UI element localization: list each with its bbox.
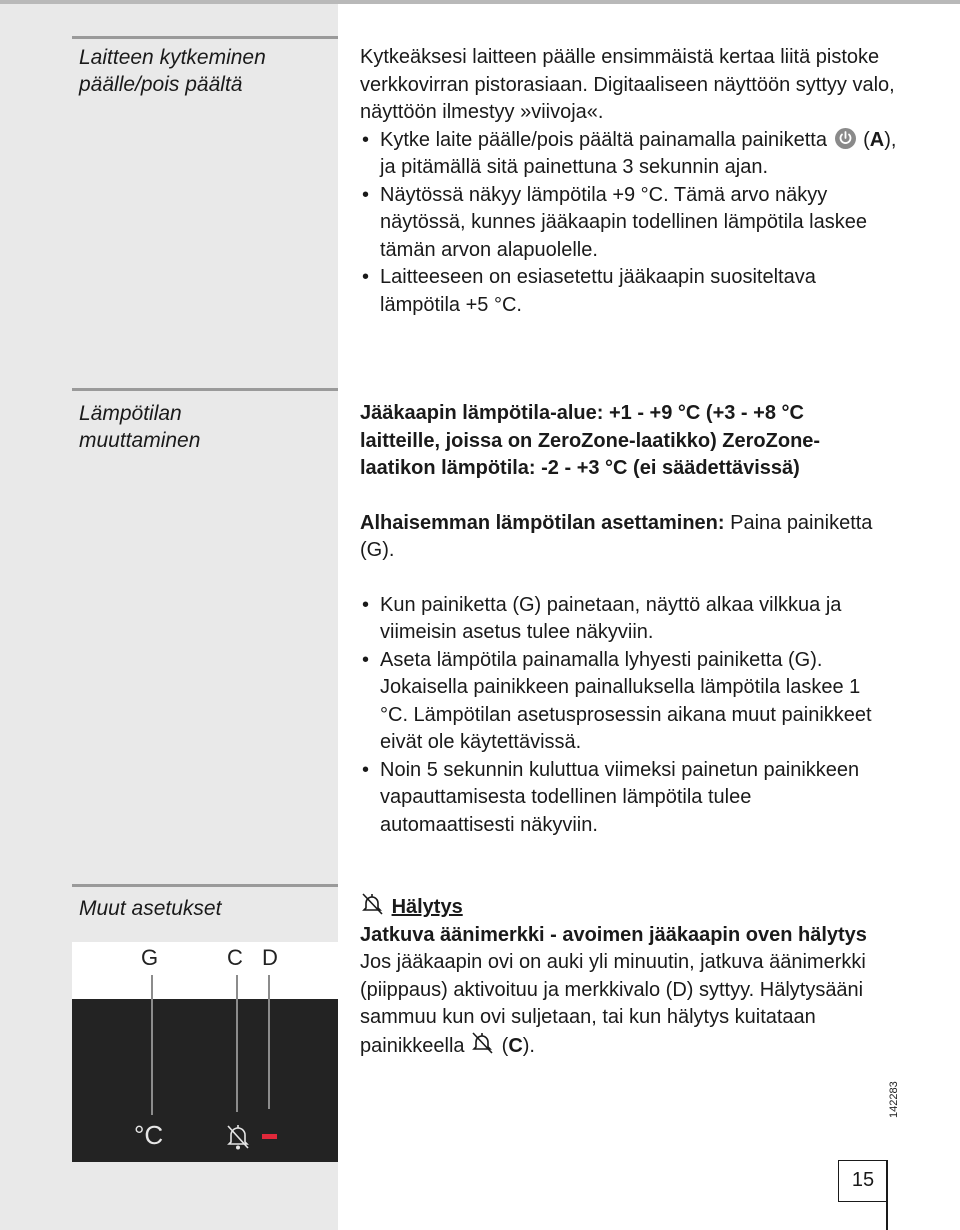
list-item: • Näytössä näkyy lämpötila +9 °C. Tämä arvo näkyy näytössä, kunnes jääkaapin todellinen lämpötila laskee tämän arvon alapuolelle. [360, 182, 900, 265]
power-intro: Kytkeäksesi laitteen päälle ensimmäistä kertaa liitä pistoke verkkovirran pistorasiaan. Digitaaliseen näyttöön syttyy valo, näyttöön ilmestyy »viivoja«. [360, 46, 895, 123]
list-item: • Kun painiketta (G) painetaan, näyttö alkaa vilkkua ja viimeisin asetus tulee näkyviin. [360, 592, 880, 647]
list-item: • Laitteeseen on esiasetettu jääkaapin suositeltava lämpötila +5 °C. [360, 264, 900, 319]
alarm-off-icon [470, 1032, 496, 1054]
section-divider [72, 884, 338, 887]
paren-open: ( [863, 128, 870, 151]
list-item [360, 127, 900, 182]
lower-temp-instruction [360, 510, 880, 565]
section-temperature-content [360, 400, 880, 839]
paren-open: ( [501, 1034, 509, 1057]
alarm-text: Jos jääkaapin ovi on auki yli minuutin, jatkuva äänimerkki (piippaus) aktivoituu ja merkkivalo (D) syttyy. Hälytysääni sammuu kun ovi suljetaan, tai kun hälytys kuitataan painikkeella [360, 951, 866, 1057]
alarm-subtitle: Jatkuva äänimerkki - avoimen jääkaapin oven hälytys [360, 923, 867, 946]
alarm-off-icon [360, 893, 386, 915]
temperature-bullets [360, 592, 880, 840]
alarm-title: Hälytys [391, 896, 463, 918]
panel-label-g: G [141, 945, 159, 970]
list-item: • Noin 5 sekunnin kuluttua viimeksi painetun painikkeen vapauttamisesta todellinen lämpötila tulee automaattisesti näkyviin. [360, 757, 880, 840]
key-a: A [869, 128, 885, 151]
page-number: 15 [838, 1160, 888, 1202]
alarm-description [360, 949, 880, 1060]
alarm-off-button-icon[interactable] [225, 1122, 251, 1152]
label-line: päälle/pois päältä [79, 73, 243, 96]
list-item: • Aseta lämpötila painamalla lyhyesti painiketta (G). Jokaisella painikkeen painalluksella lämpötila laskee 1 °C. Lämpötilan asetusprosessin aikana muut painikkeet eivät ole käytettävissä. [360, 647, 880, 757]
leader-line-d [268, 975, 270, 1109]
key-c: C [508, 1034, 523, 1057]
section-power-content [360, 44, 900, 319]
label-line: Lämpötilan [79, 402, 182, 425]
panel-label-d: D [262, 945, 278, 970]
bullet-text: ), ja pitämällä sitä painettuna 3 sekunnin ajan. [380, 128, 897, 178]
label-line: Laitteen kytkeminen [79, 46, 266, 69]
section-label-other: Muut asetukset [79, 897, 222, 920]
section-other-content [360, 893, 880, 1060]
control-panel-top [72, 942, 338, 999]
control-panel [72, 999, 338, 1162]
power-bullets [360, 127, 900, 320]
section-label-power [79, 44, 266, 98]
section-divider [72, 388, 338, 391]
page-tab-line [886, 1160, 888, 1230]
leader-line-g [151, 975, 153, 1115]
lower-temp-text: Paina painiketta (G). [360, 511, 873, 561]
temperature-range-text: Jääkaapin lämpötila-alue: +1 - +9 °C (+3 - +8 °C laitteille, joissa on ZeroZone-laatikko) ZeroZone-laatikon lämpötila: -2 - +3 °C (ei säädettävissä) [360, 402, 821, 479]
leader-line-c [236, 975, 238, 1112]
lower-temp-heading: Alhaisemman lämpötilan asettaminen: [360, 511, 725, 534]
label-line: muuttaminen [79, 429, 201, 452]
section-label-temperature [79, 400, 200, 454]
alarm-heading [360, 893, 880, 922]
section-divider [72, 36, 338, 39]
panel-label-c: C [227, 945, 243, 970]
door-alarm-indicator-d [262, 1134, 277, 1139]
document-number: 142283 [888, 1081, 900, 1118]
bullet-text: Kytke laite päälle/pois päältä painamalla painiketta [380, 128, 827, 151]
temperature-button-g[interactable]: °C [134, 1120, 164, 1150]
paren-close: ). [522, 1034, 535, 1057]
power-icon [835, 128, 856, 149]
